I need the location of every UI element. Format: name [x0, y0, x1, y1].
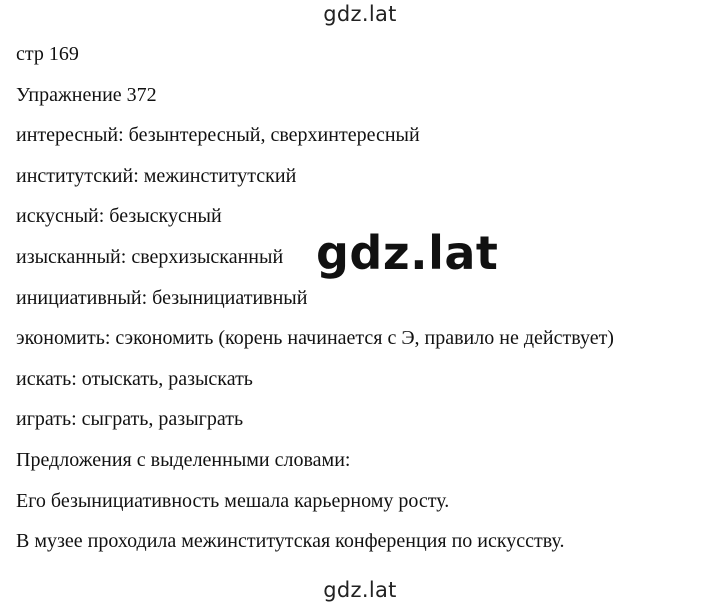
document-body [16, 34, 716, 562]
word-pair-line: инициативный: безынициативный [16, 286, 308, 309]
word-pair-line: искать: отыскать, разыскать [16, 367, 253, 390]
example-sentence: Его безынициативность мешала карьерному росту. [16, 489, 450, 512]
watermark-center: gdz.lat [316, 226, 499, 280]
word-pair-line: играть: сыграть, разыграть [16, 408, 244, 431]
example-sentence: В музее проходила межинститутская конференция по искусству. [16, 530, 565, 553]
word-pair-line: изысканный: сверхизысканный [16, 245, 284, 268]
watermark-top: gdz.lat [323, 2, 397, 26]
page-number: стр 169 [16, 43, 79, 65]
word-pair-line: интересный: безынтересный, сверхинтересный [16, 124, 420, 147]
word-pair-line: институтский: межинститутский [16, 164, 297, 187]
word-pair-line: экономить: сэкономить (корень начинается с Э, правило не действует) [16, 327, 614, 350]
exercise-title: Упражнение 372 [16, 83, 157, 106]
word-pair-line: искусный: безыскусный [16, 205, 222, 228]
watermark-bottom: gdz.lat [323, 578, 397, 602]
sentences-heading: Предложения с выделенными словами: [16, 448, 351, 471]
